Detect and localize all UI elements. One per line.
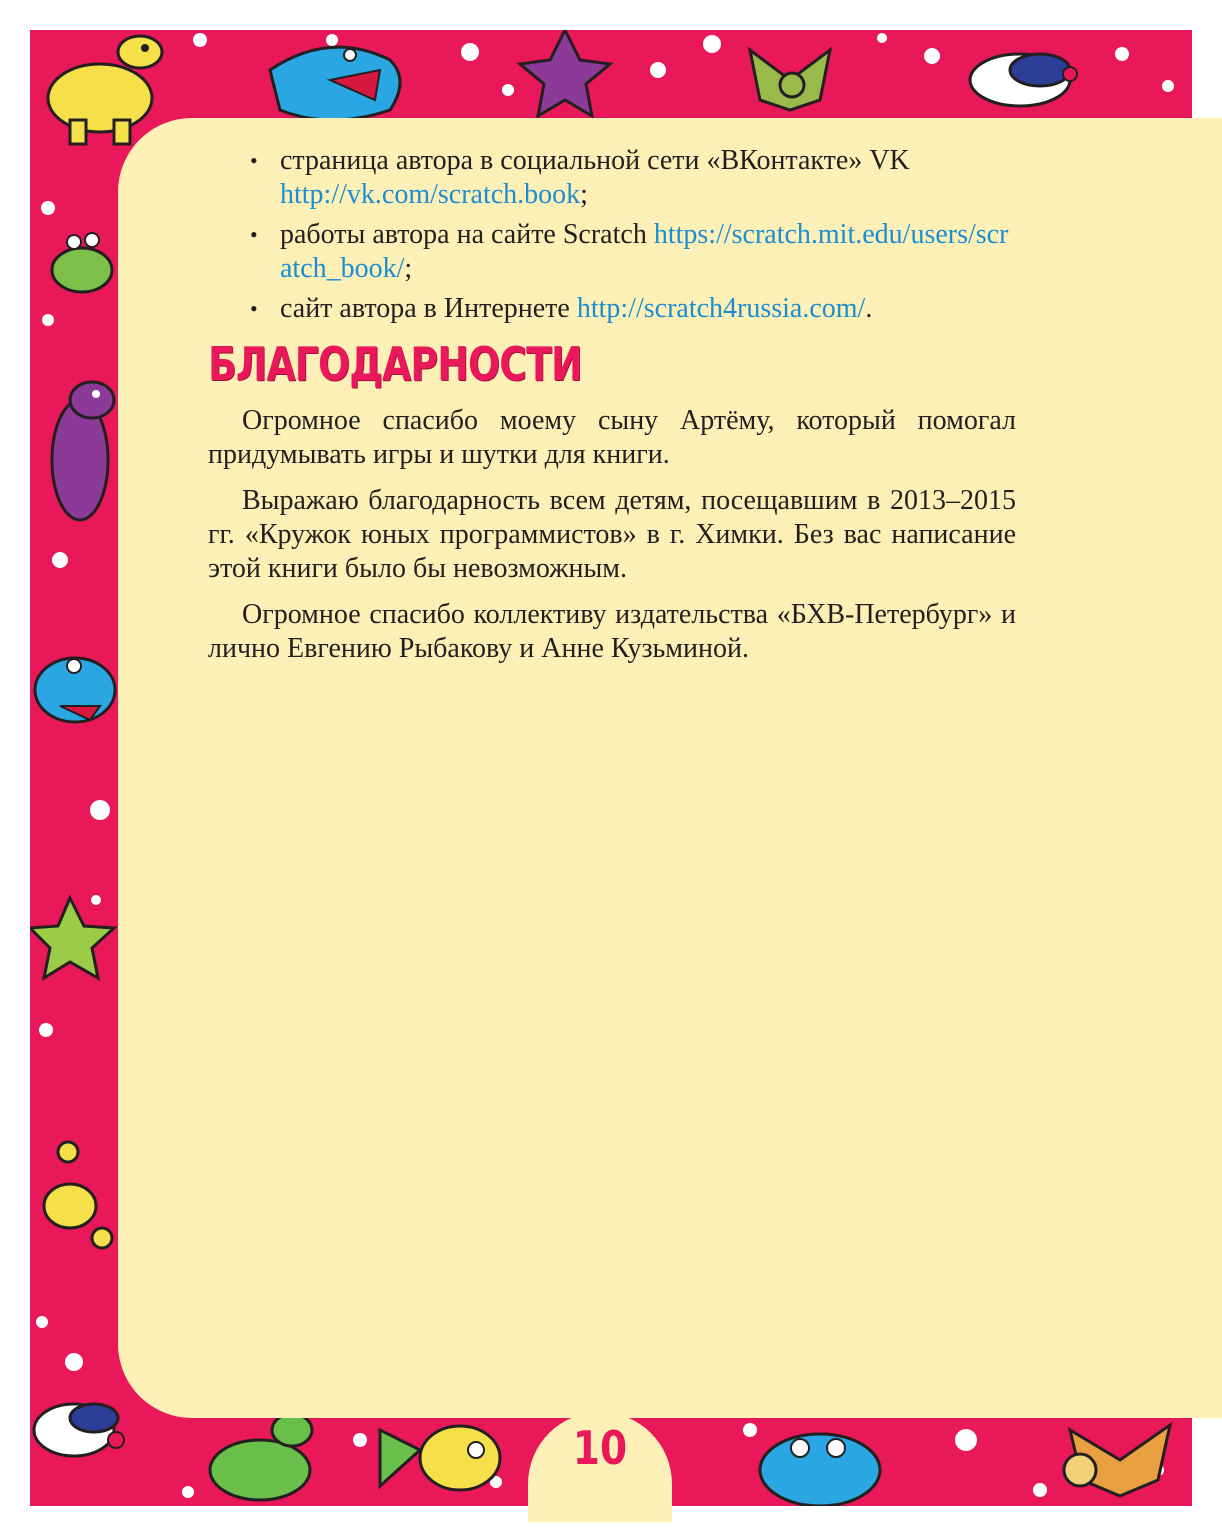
bullet: •: [250, 148, 258, 173]
page-content: [208, 144, 1016, 666]
list-item-suffix: .: [865, 293, 873, 324]
bullet: •: [250, 222, 258, 247]
paragraph: Огромное спасибо моему сыну Артёму, который помогал придумывать игры и шутки для книги.: [208, 405, 1016, 470]
list-item-suffix: ;: [404, 253, 413, 284]
bullet: •: [250, 296, 258, 321]
list-item-text: сайт автора в Интернете: [280, 293, 577, 324]
author-links-list: [208, 144, 1016, 326]
list-item-text: страница автора в социальной сети «ВКонтакте» VK: [280, 145, 910, 176]
paragraph: Выражаю благодарность всем детям, посещавшим в 2013–2015 гг. «Кружок юных программистов» в г. Химки. Без вас написание этой книги было бы невозможным.: [208, 485, 1016, 584]
paragraph: Огромное спасибо коллективу издательства «БХВ-Петербург» и лично Евгению Рыбакову и Анне Кузьминой.: [208, 599, 1016, 664]
author-site-link[interactable]: http://scratch4russia.com/: [576, 293, 866, 324]
list-item: [208, 292, 1016, 326]
scratch-profile-link[interactable]: https://scratch.mit.edu/users/scratch_book/: [280, 219, 1009, 284]
list-item: [208, 144, 1016, 212]
list-item-suffix: ;: [580, 179, 588, 210]
section-heading: БЛАГОДАРНОСТИ: [208, 337, 582, 391]
vk-link[interactable]: http://vk.com/scratch.book: [280, 179, 581, 210]
list-item: [208, 218, 1016, 286]
page-number: 10: [572, 1421, 628, 1475]
list-item-text: работы автора на сайте Scratch: [280, 219, 654, 250]
